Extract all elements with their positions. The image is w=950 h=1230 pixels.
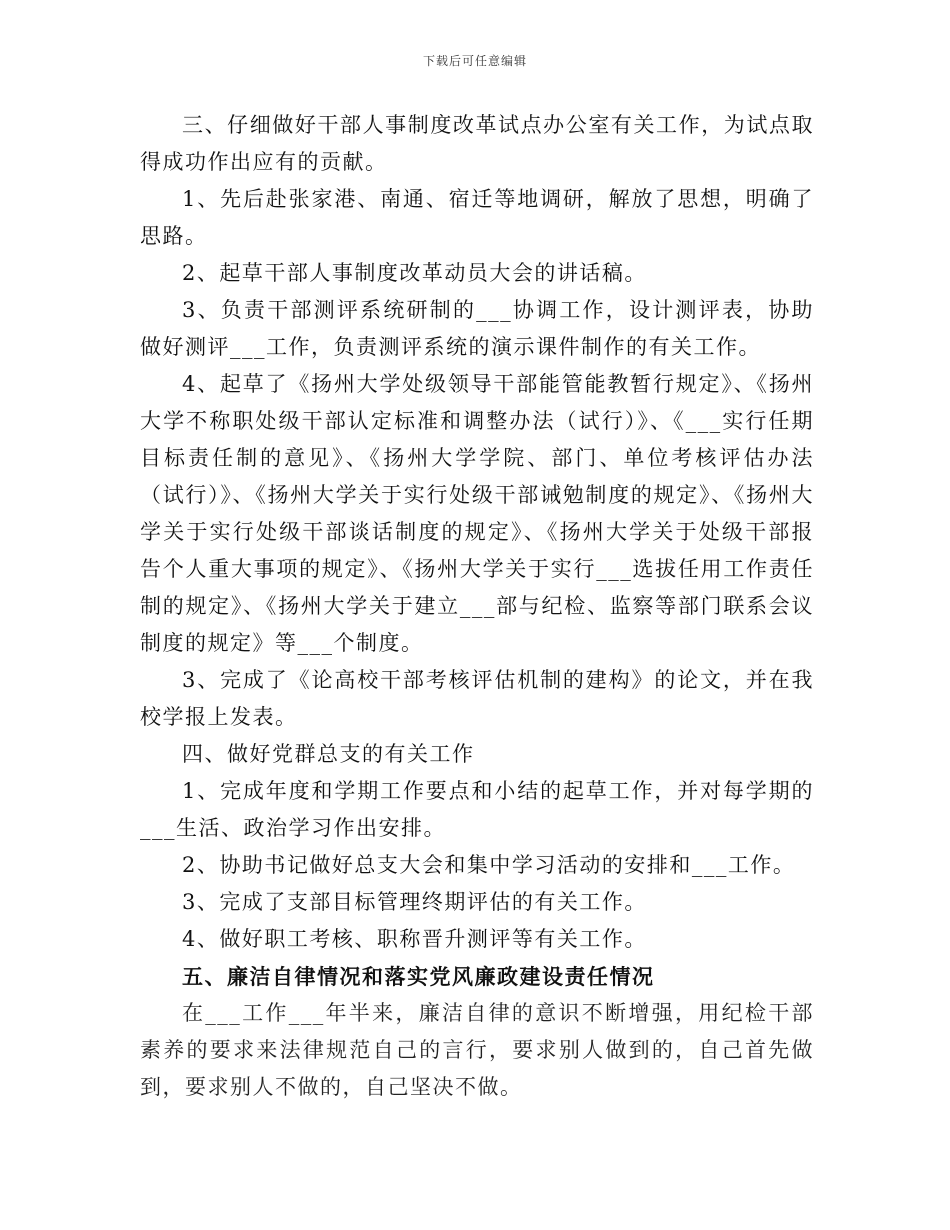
paragraph-item: 2、协助书记做好总支大会和集中学习活动的安排和___工作。 — [182, 853, 796, 877]
paragraph-item: 4、起草了《扬州大学处级领导干部能管能教暂行规定》、《扬州大学不称职处级干部认定标准和调整办法（试行）》、《___实行任期目标责任制的意见》、《扬州大学学院、部门、单位考核评估办法（试行）》、《扬州大学关于实行处级干部诫勉制度的规定》、《扬州大学关于实行处级干部谈话制度的规定》、《扬州大学关于处级干部报告个人重大事项的规定》、《扬州大学关于实行___选拔任用工作责任制的规定》、《扬州大学关于建立___部与纪检、监察等部门联系会议制度的规定》等___个制度。 — [140, 372, 814, 655]
section-three-heading: 三、仔细做好干部人事制度改革试点办公室有关工作，为试点取得成功作出应有的贡献。 — [140, 113, 814, 174]
section-five-heading: 五、廉洁自律情况和落实党风廉政建设责任情况 — [182, 964, 655, 989]
section-four-heading: 四、做好党群总支的有关工作 — [182, 742, 475, 766]
paragraph-item: 3、完成了支部目标管理终期评估的有关工作。 — [182, 890, 647, 914]
paragraph-item: 3、完成了《论高校干部考核评估机制的建构》的论文，并在我校学报上发表。 — [140, 668, 814, 729]
paragraph-item: 2、起草干部人事制度改革动员大会的讲话稿。 — [182, 261, 647, 285]
document-body — [140, 107, 814, 1106]
paragraph-item: 4、做好职工考核、职称晋升测评等有关工作。 — [182, 927, 647, 951]
paragraph-item: 在___工作___年半来，廉洁自律的意识不断增强，用纪检干部素养的要求来法律规范自己的言行，要求别人做到的，自己首先做到，要求别人不做的，自己坚决不做。 — [140, 1001, 814, 1099]
paragraph-item: 1、先后赴张家港、南通、宿迁等地调研，解放了思想，明确了思路。 — [140, 187, 814, 248]
page-header-note: 下载后可任意编辑 — [422, 54, 527, 68]
paragraph-item: 1、完成年度和学期工作要点和小结的起草工作，并对每学期的___生活、政治学习作出安排。 — [140, 779, 814, 840]
paragraph-item: 3、负责干部测评系统研制的___协调工作，设计测评表，协助做好测评___工作，负责测评系统的演示课件制作的有关工作。 — [140, 298, 814, 359]
